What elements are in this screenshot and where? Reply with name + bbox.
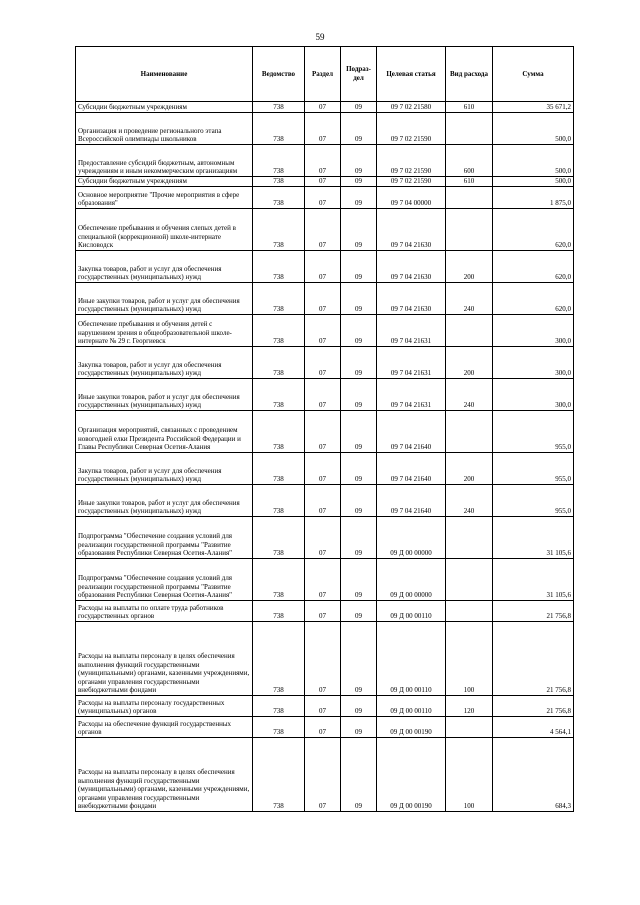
row-vid-raskhoda <box>446 315 493 347</box>
row-vid-raskhoda <box>446 113 493 145</box>
row-celevaya-statya: 09 Д 00 00110 <box>377 601 446 622</box>
row-razdel: 07 <box>305 315 341 347</box>
row-podrazdel: 09 <box>341 601 377 622</box>
row-celevaya-statya: 09 Д 00 00000 <box>377 559 446 601</box>
row-summa: 31 105,6 <box>493 559 574 601</box>
row-vid-raskhoda <box>446 517 493 559</box>
row-vid-raskhoda: 100 <box>446 738 493 812</box>
row-podrazdel: 09 <box>341 379 377 411</box>
row-vedomstvo: 738 <box>253 177 305 187</box>
budget-table <box>75 46 574 812</box>
row-celevaya-statya: 09 7 02 21590 <box>377 113 446 145</box>
table-row <box>76 738 574 812</box>
row-razdel: 07 <box>305 622 341 696</box>
row-celevaya-statya: 09 7 02 21580 <box>377 102 446 113</box>
row-summa: 4 564,1 <box>493 717 574 738</box>
row-summa: 620,0 <box>493 209 574 251</box>
row-name: Субсидии бюджетным учреждениям <box>76 177 253 187</box>
row-razdel: 07 <box>305 411 341 453</box>
row-name: Подпрограмма "Обеспечение создания условий для реализации государственной программы "Развитие образования Республики Северная Осетия-Алания" <box>76 559 253 601</box>
row-razdel: 07 <box>305 696 341 717</box>
row-vedomstvo: 738 <box>253 738 305 812</box>
row-vedomstvo: 738 <box>253 517 305 559</box>
table-row <box>76 113 574 145</box>
header-celevaya-statya: Целевая статья <box>377 47 446 102</box>
table-row <box>76 696 574 717</box>
row-razdel: 07 <box>305 453 341 485</box>
row-podrazdel: 09 <box>341 696 377 717</box>
row-vid-raskhoda: 240 <box>446 485 493 517</box>
row-summa: 300,0 <box>493 315 574 347</box>
row-name: Расходы на обеспечение функций государственных органов <box>76 717 253 738</box>
table-row <box>76 347 574 379</box>
table-row <box>76 102 574 113</box>
row-name: Основное мероприятие "Прочие мероприятия в сфере образования" <box>76 187 253 209</box>
table-row <box>76 145 574 177</box>
table-row <box>76 622 574 696</box>
table-row <box>76 601 574 622</box>
table-row <box>76 177 574 187</box>
row-vid-raskhoda: 240 <box>446 379 493 411</box>
header-podrazdel: Подраз-дел <box>341 47 377 102</box>
row-name: Организация и проведение регионального этапа Всероссийской олимпиады школьников <box>76 113 253 145</box>
row-razdel: 07 <box>305 379 341 411</box>
row-podrazdel: 09 <box>341 559 377 601</box>
table-row <box>76 485 574 517</box>
row-summa: 620,0 <box>493 283 574 315</box>
row-vid-raskhoda <box>446 601 493 622</box>
row-vid-raskhoda <box>446 717 493 738</box>
row-podrazdel: 09 <box>341 209 377 251</box>
row-vid-raskhoda <box>446 411 493 453</box>
row-vid-raskhoda: 610 <box>446 102 493 113</box>
row-razdel: 07 <box>305 251 341 283</box>
row-celevaya-statya: 09 Д 00 00110 <box>377 696 446 717</box>
row-name: Расходы на выплаты персоналу государственных (муниципальных) органов <box>76 696 253 717</box>
row-summa: 955,0 <box>493 411 574 453</box>
table-row <box>76 717 574 738</box>
row-podrazdel: 09 <box>341 113 377 145</box>
table-row <box>76 315 574 347</box>
row-razdel: 07 <box>305 113 341 145</box>
row-razdel: 07 <box>305 347 341 379</box>
page-number: 59 <box>315 32 325 42</box>
row-name: Расходы на выплаты по оплате труда работников государственных органов <box>76 601 253 622</box>
row-vid-raskhoda: 600 <box>446 145 493 177</box>
row-celevaya-statya: 09 7 04 21631 <box>377 379 446 411</box>
row-vedomstvo: 738 <box>253 187 305 209</box>
row-podrazdel: 09 <box>341 251 377 283</box>
row-razdel: 07 <box>305 601 341 622</box>
row-razdel: 07 <box>305 485 341 517</box>
row-name: Закупка товаров, работ и услуг для обеспечения государственных (муниципальных) нужд <box>76 453 253 485</box>
row-name: Иные закупки товаров, работ и услуг для обеспечения государственных (муниципальных) нужд <box>76 283 253 315</box>
header-vid-raskhoda: Вид расхода <box>446 47 493 102</box>
header-summa: Сумма <box>493 47 574 102</box>
row-vedomstvo: 738 <box>253 315 305 347</box>
row-name: Предоставление субсидий бюджетным, автономным учреждениям и иным некоммерческим организациям <box>76 145 253 177</box>
row-podrazdel: 09 <box>341 283 377 315</box>
table-row <box>76 379 574 411</box>
row-razdel: 07 <box>305 177 341 187</box>
row-name: Расходы на выплаты персоналу в целях обеспечения выполнения функций государственными (муниципальными) органами, казенными учреждениями, органами управления государственными внебюджетными фондами <box>76 622 253 696</box>
row-vedomstvo: 738 <box>253 622 305 696</box>
row-vedomstvo: 738 <box>253 453 305 485</box>
row-summa: 500,0 <box>493 145 574 177</box>
row-summa: 955,0 <box>493 453 574 485</box>
row-summa: 300,0 <box>493 379 574 411</box>
row-razdel: 07 <box>305 187 341 209</box>
row-name: Иные закупки товаров, работ и услуг для обеспечения государственных (муниципальных) нужд <box>76 379 253 411</box>
row-vid-raskhoda: 100 <box>446 622 493 696</box>
row-summa: 21 756,8 <box>493 601 574 622</box>
row-celevaya-statya: 09 7 04 21640 <box>377 453 446 485</box>
table-row <box>76 187 574 209</box>
table-header-row <box>76 47 574 102</box>
row-vedomstvo: 738 <box>253 347 305 379</box>
row-vedomstvo: 738 <box>253 102 305 113</box>
row-vid-raskhoda: 240 <box>446 283 493 315</box>
row-celevaya-statya: 09 7 02 21590 <box>377 177 446 187</box>
row-vid-raskhoda <box>446 187 493 209</box>
table-row <box>76 411 574 453</box>
table-body <box>76 102 574 812</box>
table-row <box>76 517 574 559</box>
row-vedomstvo: 738 <box>253 485 305 517</box>
row-celevaya-statya: 09 Д 00 00190 <box>377 717 446 738</box>
row-vedomstvo: 738 <box>253 601 305 622</box>
row-vid-raskhoda: 610 <box>446 177 493 187</box>
row-summa: 684,3 <box>493 738 574 812</box>
row-podrazdel: 09 <box>341 622 377 696</box>
row-podrazdel: 09 <box>341 145 377 177</box>
row-celevaya-statya: 09 7 04 21631 <box>377 347 446 379</box>
row-vedomstvo: 738 <box>253 209 305 251</box>
row-razdel: 07 <box>305 209 341 251</box>
row-razdel: 07 <box>305 145 341 177</box>
row-celevaya-statya: 09 7 04 21631 <box>377 315 446 347</box>
row-celevaya-statya: 09 7 04 21640 <box>377 485 446 517</box>
row-podrazdel: 09 <box>341 187 377 209</box>
row-vedomstvo: 738 <box>253 379 305 411</box>
row-vedomstvo: 738 <box>253 251 305 283</box>
row-razdel: 07 <box>305 283 341 315</box>
row-vid-raskhoda: 200 <box>446 251 493 283</box>
row-name: Субсидии бюджетным учреждениям <box>76 102 253 113</box>
row-vid-raskhoda <box>446 559 493 601</box>
table-row <box>76 453 574 485</box>
row-podrazdel: 09 <box>341 315 377 347</box>
row-summa: 500,0 <box>493 113 574 145</box>
row-name: Иные закупки товаров, работ и услуг для обеспечения государственных (муниципальных) нужд <box>76 485 253 517</box>
row-vedomstvo: 738 <box>253 696 305 717</box>
row-vedomstvo: 738 <box>253 717 305 738</box>
row-name: Закупка товаров, работ и услуг для обеспечения государственных (муниципальных) нужд <box>76 347 253 379</box>
row-celevaya-statya: 09 7 04 21640 <box>377 411 446 453</box>
table-row <box>76 559 574 601</box>
row-summa: 500,0 <box>493 177 574 187</box>
row-podrazdel: 09 <box>341 485 377 517</box>
row-vedomstvo: 738 <box>253 411 305 453</box>
row-podrazdel: 09 <box>341 517 377 559</box>
row-podrazdel: 09 <box>341 347 377 379</box>
row-vid-raskhoda: 120 <box>446 696 493 717</box>
row-vedomstvo: 738 <box>253 113 305 145</box>
row-summa: 21 756,8 <box>493 622 574 696</box>
row-podrazdel: 09 <box>341 453 377 485</box>
row-podrazdel: 09 <box>341 738 377 812</box>
row-razdel: 07 <box>305 559 341 601</box>
row-name: Расходы на выплаты персоналу в целях обеспечения выполнения функций государственными (муниципальными) органами, казенными учреждениями, органами управления государственными внебюджетными фондами <box>76 738 253 812</box>
row-summa: 35 671,2 <box>493 102 574 113</box>
row-name: Обеспечение пребывания и обучения слепых детей в специальной (коррекционной) школе-интернате Кисловодск <box>76 209 253 251</box>
row-celevaya-statya: 09 7 02 21590 <box>377 145 446 177</box>
row-vedomstvo: 738 <box>253 145 305 177</box>
row-vid-raskhoda <box>446 209 493 251</box>
row-podrazdel: 09 <box>341 177 377 187</box>
row-razdel: 07 <box>305 517 341 559</box>
row-name: Подпрограмма "Обеспечение создания условий для реализации государственной программы "Развитие образования Республики Северная Осетия-Алания" <box>76 517 253 559</box>
row-vid-raskhoda: 200 <box>446 453 493 485</box>
row-name: Организация мероприятий, связанных с проведением новогодней елки Президента Российской Федерации и Главы Республики Северная Осетия-Алания <box>76 411 253 453</box>
row-podrazdel: 09 <box>341 717 377 738</box>
row-name: Обеспечение пребывания и обучения детей с нарушением зрения в общеобразовательной школе-интернате № 29 г. Георгиевск <box>76 315 253 347</box>
row-summa: 31 105,6 <box>493 517 574 559</box>
row-summa: 1 875,0 <box>493 187 574 209</box>
header-vedomstvo: Ведомство <box>253 47 305 102</box>
header-name: Наименование <box>76 47 253 102</box>
row-celevaya-statya: 09 7 04 21630 <box>377 283 446 315</box>
row-name: Закупка товаров, работ и услуг для обеспечения государственных (муниципальных) нужд <box>76 251 253 283</box>
row-celevaya-statya: 09 7 04 00000 <box>377 187 446 209</box>
row-summa: 955,0 <box>493 485 574 517</box>
row-summa: 620,0 <box>493 251 574 283</box>
row-vedomstvo: 738 <box>253 283 305 315</box>
row-summa: 21 756,8 <box>493 696 574 717</box>
row-celevaya-statya: 09 7 04 21630 <box>377 251 446 283</box>
row-vid-raskhoda: 200 <box>446 347 493 379</box>
row-celevaya-statya: 09 Д 00 00110 <box>377 622 446 696</box>
table-row <box>76 283 574 315</box>
row-celevaya-statya: 09 Д 00 00000 <box>377 517 446 559</box>
header-razdel: Раздел <box>305 47 341 102</box>
row-summa: 300,0 <box>493 347 574 379</box>
table-row <box>76 251 574 283</box>
row-razdel: 07 <box>305 717 341 738</box>
row-podrazdel: 09 <box>341 102 377 113</box>
table-row <box>76 209 574 251</box>
row-celevaya-statya: 09 7 04 21630 <box>377 209 446 251</box>
row-celevaya-statya: 09 Д 00 00190 <box>377 738 446 812</box>
row-razdel: 07 <box>305 738 341 812</box>
row-podrazdel: 09 <box>341 411 377 453</box>
row-razdel: 07 <box>305 102 341 113</box>
row-vedomstvo: 738 <box>253 559 305 601</box>
